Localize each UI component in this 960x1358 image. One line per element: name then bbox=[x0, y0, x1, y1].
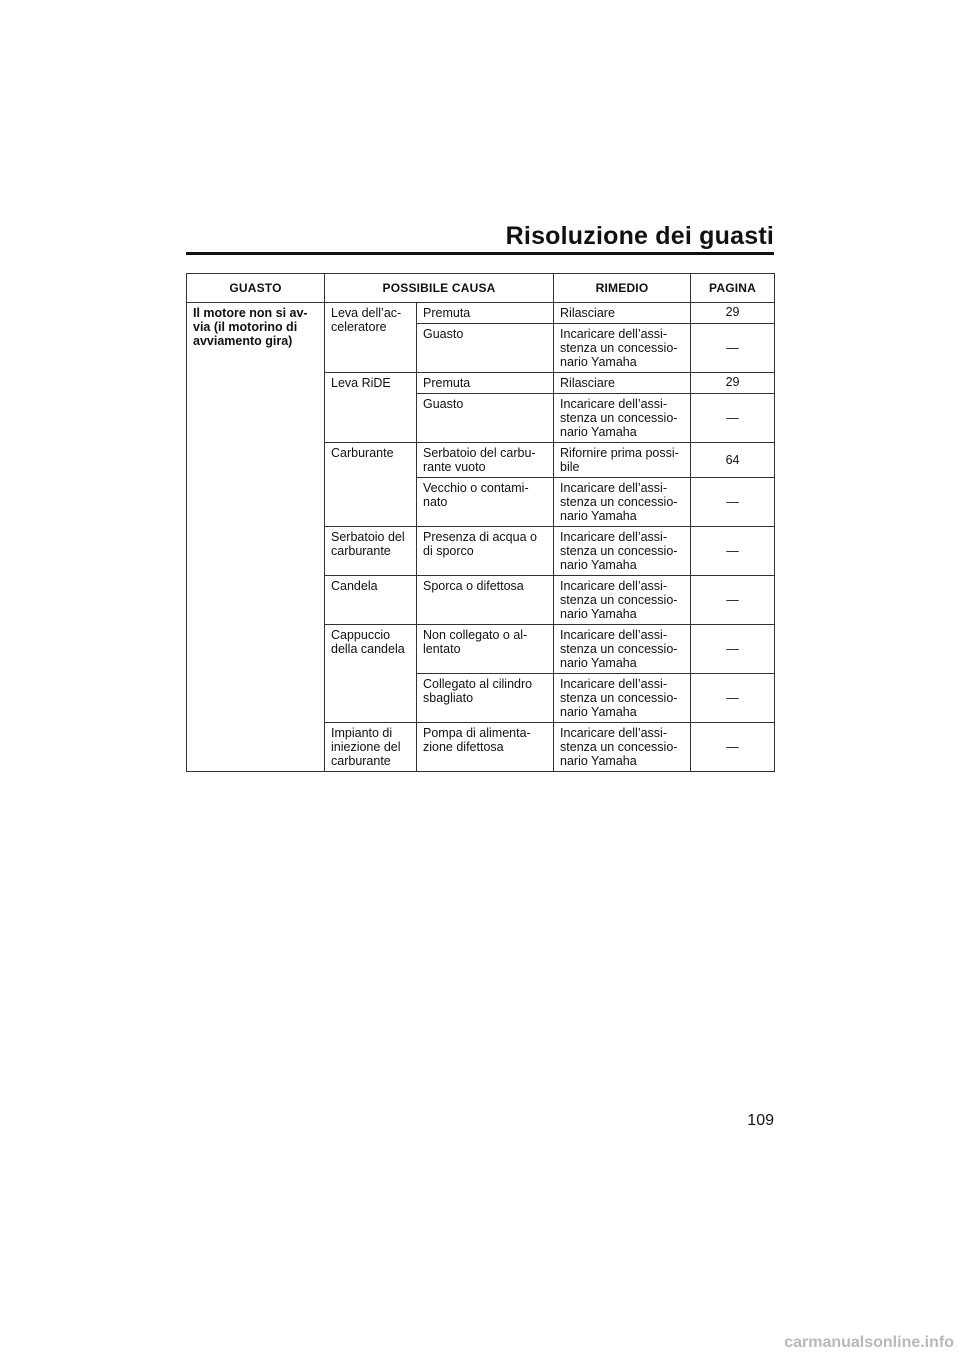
fault-cell: Il motore non si av- via (il motorino di avviamento gira) bbox=[187, 303, 325, 772]
condition-cell: Guasto bbox=[417, 394, 554, 443]
condition-cell: Serbatoio del carbu- rante vuoto bbox=[417, 443, 554, 478]
troubleshooting-table bbox=[186, 273, 775, 772]
remedy-cell: Incaricare dell’assi- stenza un concessio- nario Yamaha bbox=[554, 527, 691, 576]
component-cell: Serbatoio del carburante bbox=[325, 527, 417, 576]
component-cell: Impianto di iniezione del carburante bbox=[325, 723, 417, 772]
page-cell: 29 bbox=[691, 303, 775, 324]
page-cell: — bbox=[691, 478, 775, 527]
condition-cell: Guasto bbox=[417, 324, 554, 373]
remedy-cell: Incaricare dell’assi- stenza un concessio- nario Yamaha bbox=[554, 394, 691, 443]
header-possibile-causa: POSSIBILE CAUSA bbox=[325, 274, 554, 303]
remedy-cell: Incaricare dell’assi- stenza un concessio- nario Yamaha bbox=[554, 625, 691, 674]
component-cell: Candela bbox=[325, 576, 417, 625]
title-rule bbox=[186, 252, 774, 255]
remedy-cell: Rifornire prima possi- bile bbox=[554, 443, 691, 478]
page-cell: — bbox=[691, 723, 775, 772]
remedy-cell: Rilasciare bbox=[554, 373, 691, 394]
condition-cell: Presenza di acqua o di sporco bbox=[417, 527, 554, 576]
component-cell: Cappuccio della candela bbox=[325, 625, 417, 723]
page-title: Risoluzione dei guasti bbox=[505, 222, 774, 250]
table-row bbox=[187, 303, 775, 324]
condition-cell: Premuta bbox=[417, 303, 554, 324]
component-cell: Leva RiDE bbox=[325, 373, 417, 443]
header-guasto: GUASTO bbox=[187, 274, 325, 303]
remedy-cell: Incaricare dell’assi- stenza un concessio- nario Yamaha bbox=[554, 723, 691, 772]
watermark: carmanualsonline.info bbox=[784, 1334, 954, 1351]
table-header-row bbox=[187, 274, 775, 303]
remedy-cell: Incaricare dell’assi- stenza un concessio- nario Yamaha bbox=[554, 478, 691, 527]
component-cell: Carburante bbox=[325, 443, 417, 527]
page-cell: 64 bbox=[691, 443, 775, 478]
page-cell: — bbox=[691, 527, 775, 576]
condition-cell: Collegato al cilindro sbagliato bbox=[417, 674, 554, 723]
remedy-cell: Incaricare dell’assi- stenza un concessio- nario Yamaha bbox=[554, 674, 691, 723]
page-cell: — bbox=[691, 625, 775, 674]
component-cell: Leva dell’ac- celeratore bbox=[325, 303, 417, 373]
header-rimedio: RIMEDIO bbox=[554, 274, 691, 303]
remedy-cell: Incaricare dell’assi- stenza un concessio- nario Yamaha bbox=[554, 576, 691, 625]
page-number: 109 bbox=[747, 1112, 774, 1129]
page-cell: — bbox=[691, 324, 775, 373]
page-cell: 29 bbox=[691, 373, 775, 394]
remedy-cell: Incaricare dell’assi- stenza un concessio- nario Yamaha bbox=[554, 324, 691, 373]
condition-cell: Vecchio o contami- nato bbox=[417, 478, 554, 527]
page-cell: — bbox=[691, 674, 775, 723]
condition-cell: Premuta bbox=[417, 373, 554, 394]
page-cell: — bbox=[691, 576, 775, 625]
header-pagina: PAGINA bbox=[691, 274, 775, 303]
condition-cell: Non collegato o al- lentato bbox=[417, 625, 554, 674]
page-cell: — bbox=[691, 394, 775, 443]
remedy-cell: Rilasciare bbox=[554, 303, 691, 324]
condition-cell: Pompa di alimenta- zione difettosa bbox=[417, 723, 554, 772]
condition-cell: Sporca o difettosa bbox=[417, 576, 554, 625]
